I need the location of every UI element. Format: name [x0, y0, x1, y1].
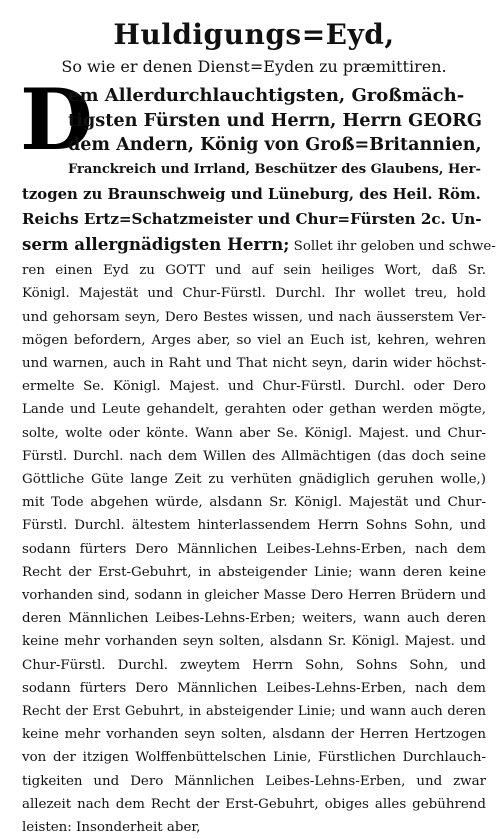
- heading-line: tigsten Fürsten und Herrn, Herrn GEORG: [68, 109, 482, 131]
- oath-title: Huldigungs=Eyd,: [113, 18, 395, 51]
- drop-cap-initial: D: [20, 70, 93, 169]
- body-line: deren Männlichen Leibes-Lehns-Erben; weiters, wann auch deren: [22, 611, 486, 627]
- body-line: keine mehr vorhanden seyn solten, alsdann der Herren Hertzogen: [22, 727, 486, 743]
- body-line: Lande und Leute gehandelt, gerahten oder gethan werden mögte,: [22, 402, 486, 418]
- body-line: tigkeiten und Dero Männlichen Leibes-Lehns-Erben, und zwar: [22, 773, 486, 789]
- body-line: und gehorsam seyn, Dero Bestes wissen, und nach äusserstem Ver-: [22, 309, 486, 325]
- body-line: Göttliche Güte lange Zeit zu verhüten gnädiglich geruhen wolle,): [22, 471, 486, 487]
- body-line: ermelte Se. Königl. Majest. und Chur-Fürstl. Durchl. oder Dero: [22, 379, 486, 395]
- heading-line: Reichs Ertz=Schatzmeister und Chur=Fürsten 2c. Un-: [22, 209, 482, 228]
- heading-line: serm allergnädigsten Herrn; Sollet ihr geloben und schwe-: [22, 233, 496, 254]
- body-line: von der itzigen Wolffenbüttelschen Linie, Fürstlichen Durchlauch-: [22, 750, 486, 766]
- body-line: sodann fürters Dero Männlichen Leibes-Lehns-Erben, nach dem: [22, 541, 486, 557]
- heading-line: Franckreich und Irrland, Beschützer des Glaubens, Her-: [68, 161, 481, 177]
- heading-line: dem Andern, König von Groß=Britannien,: [68, 135, 482, 156]
- body-line: Sollet ihr geloben und schwe-: [289, 238, 496, 254]
- body-line: allezeit nach dem Recht der Erst-Gebuhrt, obiges alles gebührend: [22, 796, 486, 812]
- body-line: leisten: Insonderheit aber,: [22, 820, 201, 836]
- body-line: mit Tode abgehen würde, alsdann Sr. Königl. Majestät und Chur-: [22, 495, 486, 511]
- body-line: Chur-Fürstl. Durchl. zweytem Herrn Sohn, Sohns Sohn, und: [22, 657, 486, 673]
- body-line: Fürstl. Durchl. nach dem Willen des Allmächtigen (das doch seine: [22, 448, 486, 464]
- body-line: ren einen Eyd zu GOTT und auf sein heiliges Wort, daß Sr.: [22, 263, 486, 279]
- body-line: Königl. Majestät und Chur-Fürstl. Durchl. Ihr wollet treu, hold: [22, 286, 486, 302]
- body-line: Fürstl. Durchl. ältestem hinterlassendem Herrn Sohns Sohn, und: [22, 518, 486, 534]
- body-line: solte, wolte oder könte. Wann aber Se. Königl. Majest. und Chur-: [22, 425, 486, 441]
- body-line: keine mehr vorhanden seyn solten, alsdann Sr. Königl. Majest. und: [22, 634, 486, 650]
- heading-paragraph: [20, 70, 496, 259]
- body-line: vorhanden sind, sodann in gleicher Masse Dero Herren Brüdern und: [22, 588, 486, 603]
- heading-line: tzogen zu Braunschweig und Lüneburg, des Heil. Röm.: [22, 185, 481, 204]
- heading-line: em Allerdurchlauchtigsten, Großmäch-: [68, 85, 465, 106]
- body-line: Recht der Erst-Gebuhrt, in absteigender Linie; wann deren keine: [22, 564, 486, 580]
- body-paragraph: [22, 259, 486, 839]
- body-line: und warnen, auch in Raht und That nicht seyn, darin wider höchst-: [22, 355, 486, 371]
- body-line: mögen befordern, Arges aber, so viel an Euch ist, kehren, wehren: [22, 332, 486, 348]
- body-line: Recht der Erst Gebuhrt, in absteigender Linie; und wann auch deren: [22, 704, 486, 720]
- body-line: sodann fürters Dero Männlichen Leibes-Lehns-Erben, nach dem: [22, 680, 486, 696]
- oath-subtitle: So wie er denen Dienst=Eyden zu præmittiren.: [61, 57, 447, 76]
- oath-body: [20, 70, 496, 839]
